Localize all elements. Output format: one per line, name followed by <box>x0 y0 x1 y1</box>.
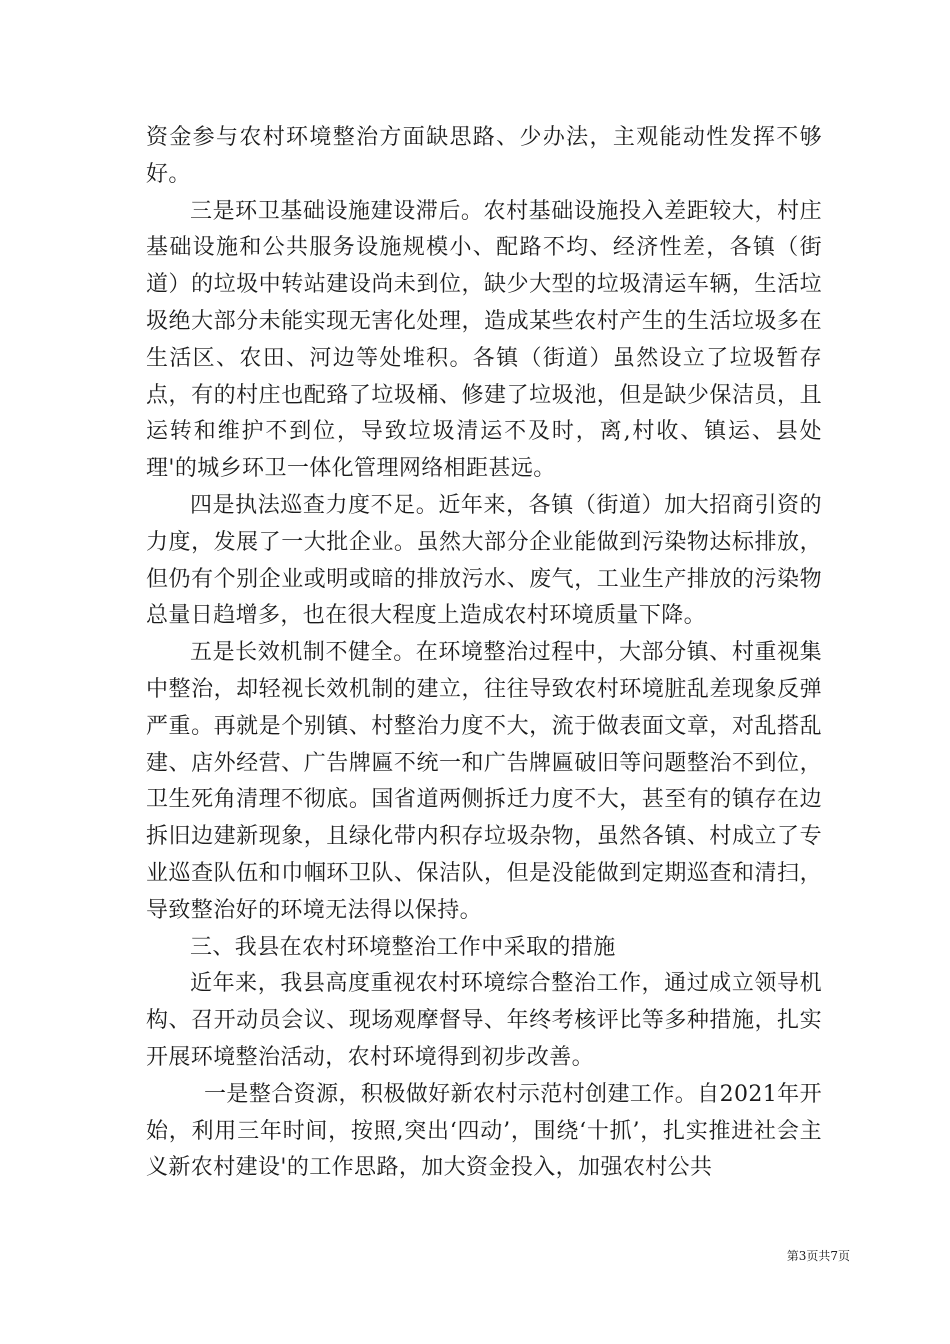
document-body <box>146 120 822 1187</box>
paragraph-recent-years: 近年来，我县高度重视农村环境综合整治工作，通过成立领导机构、召开动员会议、现场观摩督导、年终考核评比等多种措施，扎实开展环境整治活动，农村环境得到初步改善。 <box>146 971 822 1070</box>
paragraph-long-term-mechanism: 五是长效机制不健全。在环境整治过程中，大部分镇、村重视集中整治，却轻视长效机制的建立，往往导致农村环境脏乱差现象反弹严重。再就是个别镇、村整治力度不大，流于做表面文章，对乱搭乱建、店外经营、广告牌匾不统一和广告牌匾破旧等问题整治不到位，卫生死角清理不彻底。国省道两侧拆迁力度不大，甚至有的镇存在边拆旧边建新现象，且绿化带内积存垃圾杂物，虽然各镇、村成立了专业巡查队伍和巾帼环卫队、保洁队，但是没能做到定期巡查和清扫，导致整治好的环境无法得以保持。 <box>146 640 822 923</box>
paragraph-law-enforcement: 四是执法巡查力度不足。近年来，各镇（街道）加大招商引资的力度，发展了一大批企业。虽然大部分企业能做到污染物达标排放，但仍有个别企业或明或暗的排放污水、废气，工业生产排放的污染物总量日趋增多，也在很大程度上造成农村环境质量下降。 <box>146 492 822 629</box>
paragraph-sanitation-infrastructure: 三是环卫基础设施建设滞后。农村基础设施投入差距较大，村庄基础设施和公共服务设施规模小、配路不均、经济性差，各镇（街道）的垃圾中转站建设尚未到位，缺少大型的垃圾清运车辆，生活垃圾绝大部分未能实现无害化处理，造成某些农村产生的生活垃圾多在生活区、农田、河边等处堆积。各镇（街道）虽然设立了垃圾暂存点，有的村庄也配臵了垃圾桶、修建了垃圾池，但是缺少保洁员，且运转和维护不到位，导致垃圾清运不及时，离,村收、镇运、县处理'的城乡环卫一体化管理网络相距甚远。 <box>146 198 822 482</box>
paragraph-continuation: 资金参与农村环境整治方面缺思路、少办法，主观能动性发挥不够好。 <box>146 125 822 187</box>
paragraph-integrate-resources: 一是整合资源，积极做好新农村示范村创建工作。自2021年开始，利用三年时间，按照,突出‘四动’，围绕‘十抓’，扎实推进社会主义新农村建设'的工作思路，加大资金投入，加强农村公共 <box>146 1081 822 1181</box>
page-indicator: 第3页共7页 <box>786 1249 850 1263</box>
section-heading-measures: 三、我县在农村环境整治工作中采取的措施 <box>190 934 616 960</box>
